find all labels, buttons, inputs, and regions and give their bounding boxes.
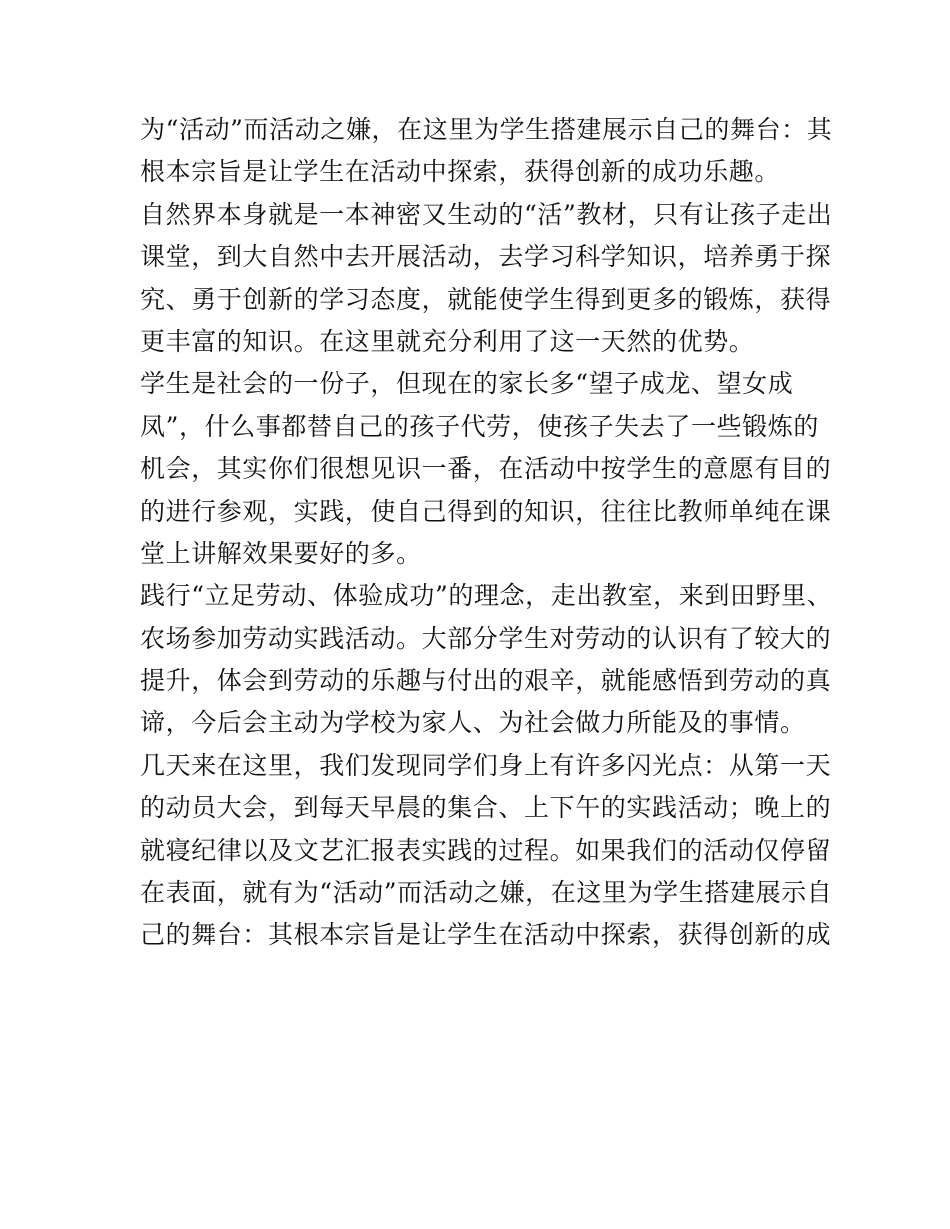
text-line: 在表面，就有为“活动”而活动之嫌，在这里为学生搭建展示自 [140, 878, 833, 908]
document-body [140, 109, 833, 957]
text-line: 谛，今后会主动为学校为家人、为社会做力所能及的事情。 [140, 708, 806, 738]
text-line: 堂上讲解效果要好的多。 [140, 538, 422, 568]
text-line: 课堂，到大自然中去开展活动，去学习科学知识，培养勇于探 [140, 242, 832, 272]
text-line: 几天来在这里，我们发现同学们身上有许多闪光点：从第一天 [140, 750, 832, 780]
text-line: 究、勇于创新的学习态度，就能使学生得到更多的锻炼，获得 [140, 284, 832, 314]
text-line: 的动员大会，到每天早晨的集合、上下午的实践活动；晚上的 [140, 793, 832, 823]
text-line: 根本宗旨是让学生在活动中探索，获得创新的成功乐趣。 [140, 157, 781, 187]
text-line: 学生是社会的一份子，但现在的家长多“望子成龙、望女成 [140, 369, 794, 399]
text-line: 就寝纪律以及文艺汇报表实践的过程。如果我们的活动仅停留 [140, 835, 832, 865]
text-line: 提升，体会到劳动的乐趣与付出的艰辛，就能感悟到劳动的真 [140, 666, 832, 696]
text-line: 的进行参观，实践，使自己得到的知识，往往比教师单纯在课 [140, 496, 832, 526]
text-line: 更丰富的知识。在这里就充分利用了这一天然的优势。 [140, 326, 755, 356]
text-line: 践行“立足劳动、体验成功”的理念，走出教室，来到田野里、 [140, 581, 833, 611]
text-line: 己的舞台：其根本宗旨是让学生在活动中探索，获得创新的成 [140, 920, 832, 950]
text-line: 农场参加劳动实践活动。大部分学生对劳动的认识有了较大的 [140, 623, 832, 653]
text-line: 凤”，什么事都替自己的孩子代劳，使孩子失去了一些锻炼的 [140, 411, 819, 441]
text-line: 自然界本身就是一本神密又生动的“活”教材，只有让孩子走出 [140, 199, 833, 229]
text-line: 机会，其实你们很想见识一番，在活动中按学生的意愿有目的 [140, 454, 832, 484]
text-line: 为“活动”而活动之嫌，在这里为学生搭建展示自己的舞台：其 [140, 115, 833, 144]
